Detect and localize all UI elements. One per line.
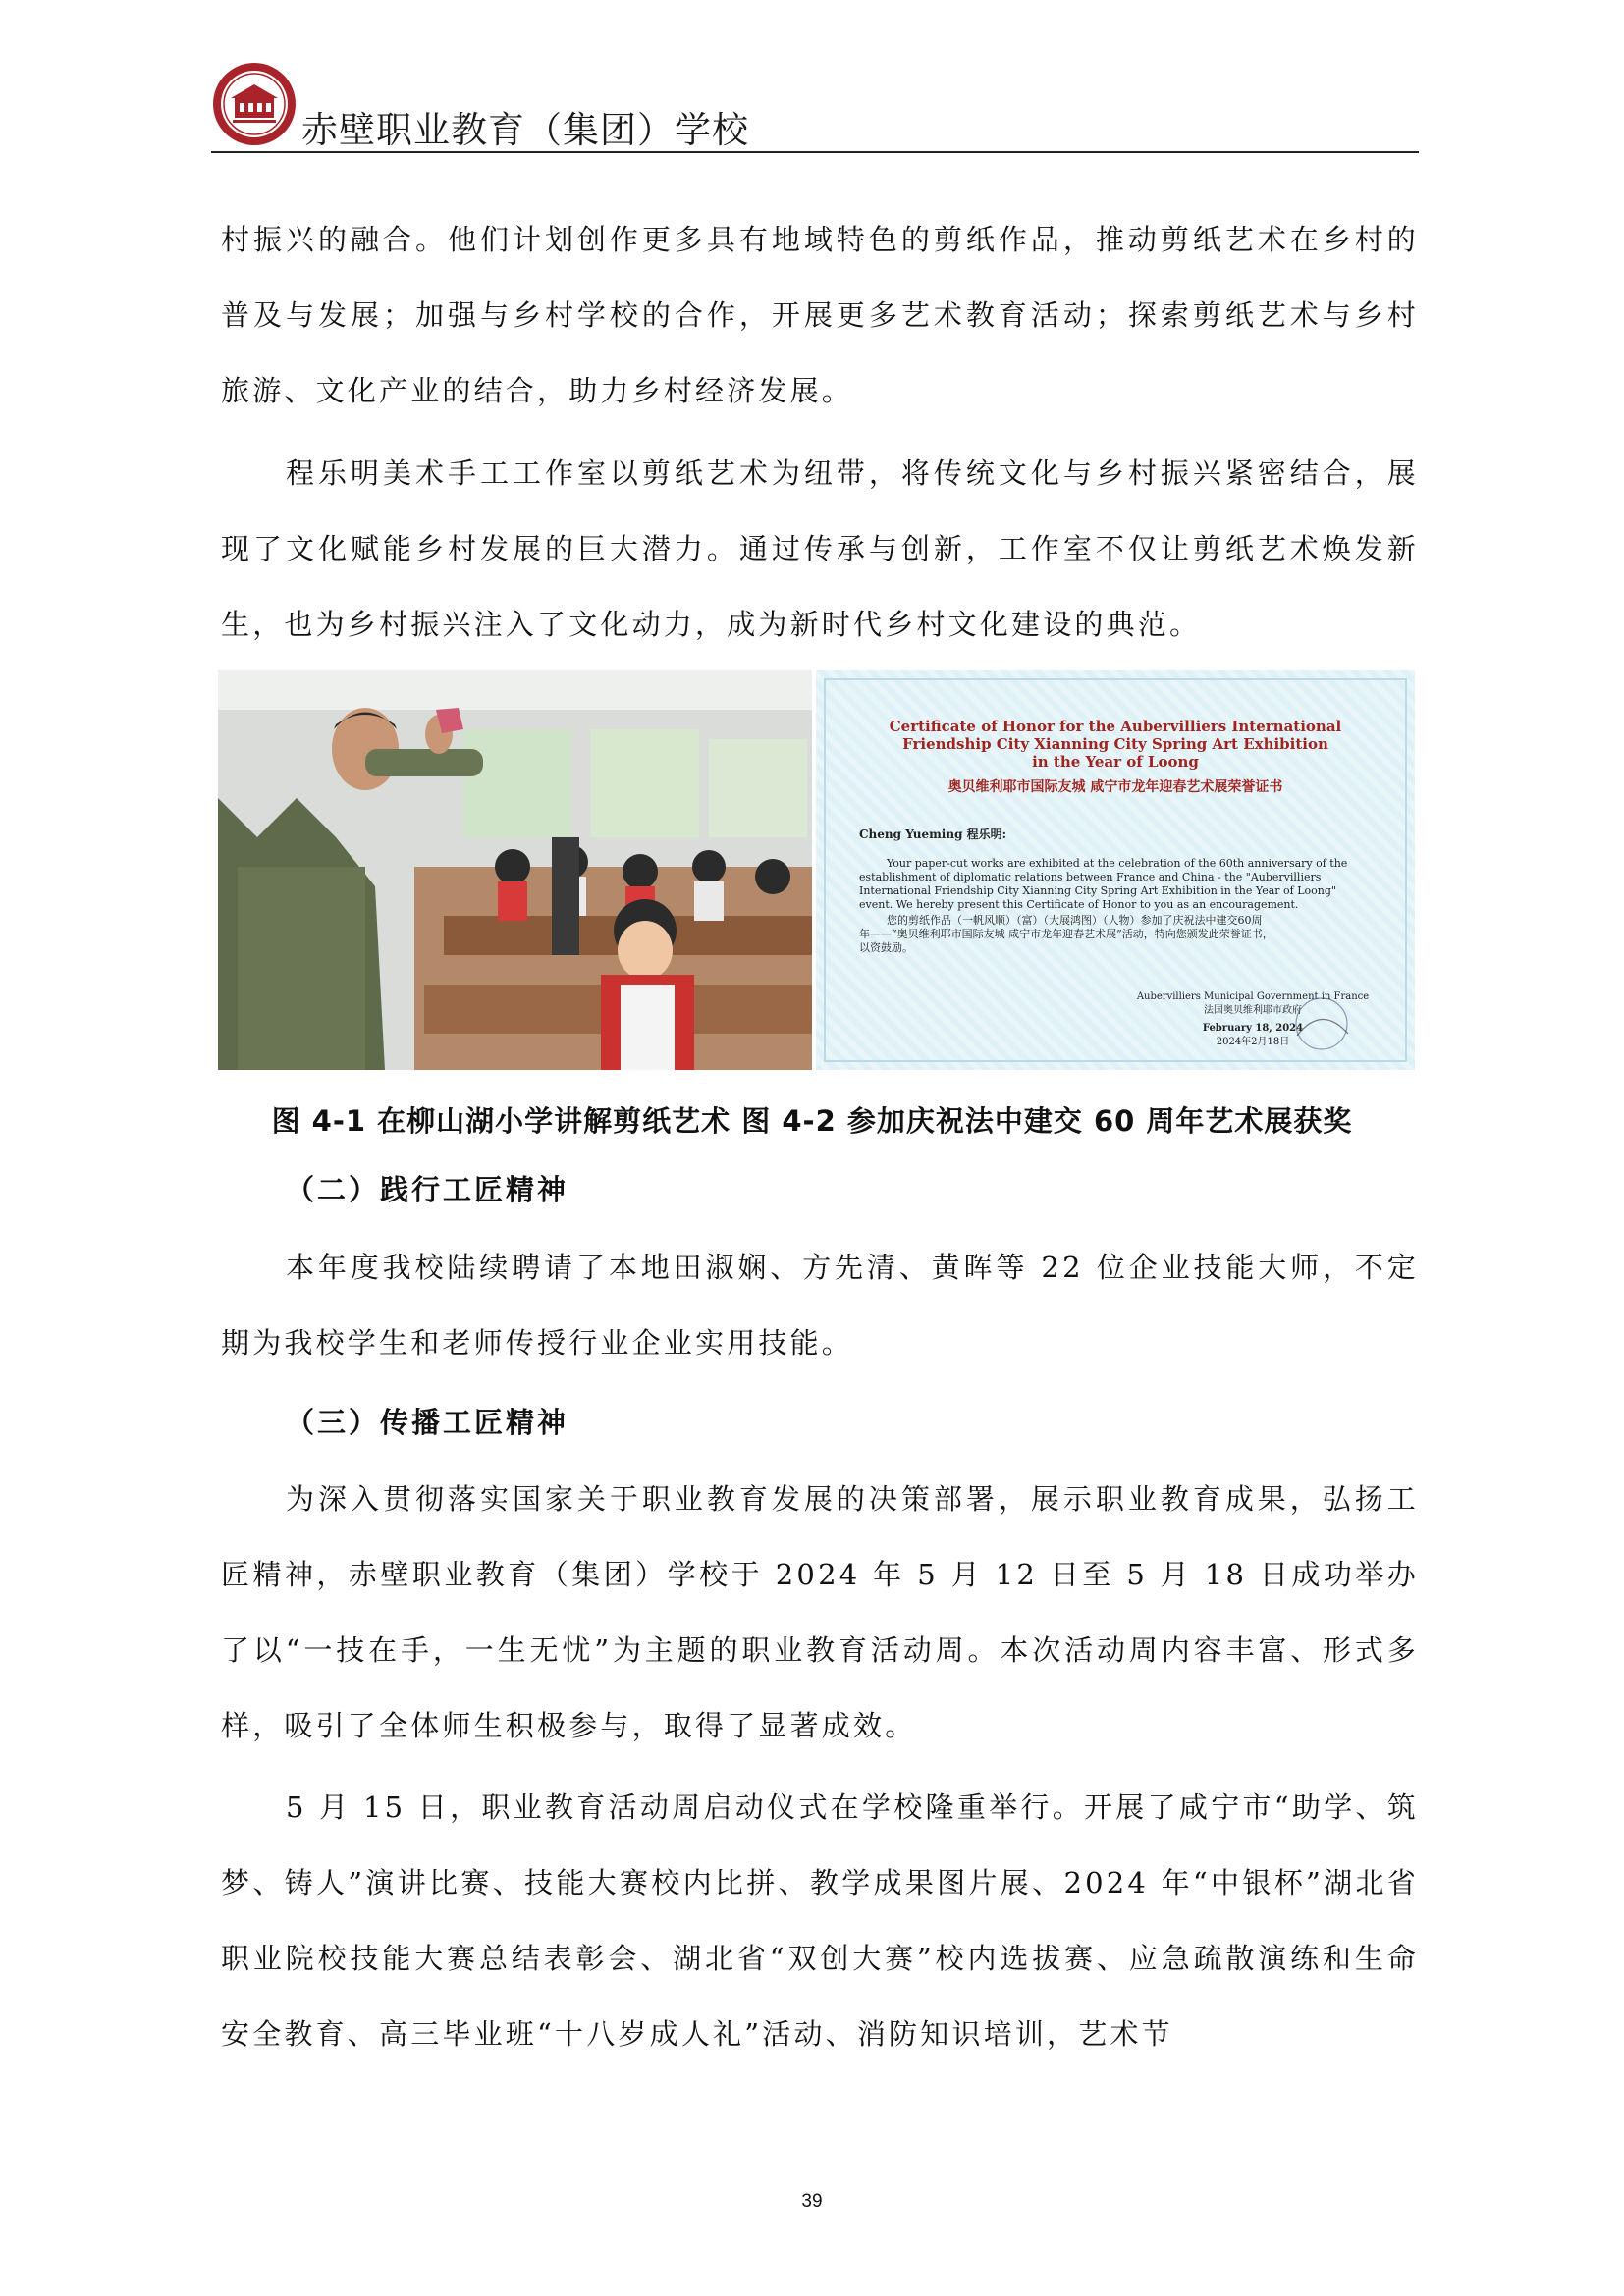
certificate-recipient: Cheng Yueming 程乐明: — [859, 828, 1007, 841]
certificate-title-en-2: Friendship City Xianning City Spring Art Exhibition — [902, 735, 1328, 753]
certificate-title-cn: 奥贝维利耶市国际友城 咸宁市龙年迎春艺术展荣誉证书 — [947, 779, 1283, 795]
certificate-title-en-3: in the Year of Loong — [1032, 753, 1199, 771]
certificate-body-en-4: event. We hereby present this Certificate of Honor to you as an encouragement. — [859, 898, 1299, 911]
certificate-image — [816, 670, 1415, 1070]
certificate-issuer-cn: 法国奥贝维利耶市政府 — [1204, 1005, 1302, 1016]
section-heading-3: （三）传播工匠精神 — [286, 1406, 569, 1439]
paragraph-3: 本年度我校陆续聘请了本地田淑娴、方先清、黄晖等 22 位企业技能大师，不定期为我校学生和老师传授行业企业实用技能。 — [221, 1251, 1419, 1360]
page-header — [211, 61, 1419, 155]
school-name: 赤壁职业教育（集团）学校 — [301, 109, 749, 151]
certificate-body-en-1: Your paper-cut works are exhibited at the celebration of the 60th anniversary of the — [887, 857, 1348, 870]
paragraph-2: 程乐明美术手工工作室以剪纸艺术为纽带，将传统文化与乡村振兴紧密结合，展现了文化赋能乡村发展的巨大潜力。通过传承与创新，工作室不仅让剪纸艺术焕发新生，也为乡村振兴注入了文化动力，成为新时代乡村文化建设的典范。 — [221, 456, 1419, 641]
certificate-body-cn-2: 年——“奥贝维利耶市国际友城 咸宁市龙年迎春艺术展”活动，特向您颁发此荣誉证书， — [859, 928, 1273, 940]
paragraph-1: 村振兴的融合。他们计划创作更多具有地域特色的剪纸作品，推动剪纸艺术在乡村的普及与发展；加强与乡村学校的合作，开展更多艺术教育活动；探索剪纸艺术与乡村旅游、文化产业的结合，助力乡村经济发展。 — [221, 223, 1419, 407]
figure-caption: 图 4-1 在柳山湖小学讲解剪纸艺术 图 4-2 参加庆祝法中建交 60 周年艺术展获奖 — [271, 1104, 1353, 1138]
certificate-date-en: February 18, 2024 — [1202, 1023, 1304, 1034]
classroom-photo — [218, 670, 812, 1070]
certificate-stamp — [1277, 994, 1366, 1053]
header-divider — [211, 151, 1419, 153]
school-logo — [211, 61, 298, 147]
certificate-issuer-en: Aubervilliers Municipal Government in France — [1136, 991, 1370, 1002]
certificate-body-en-2: establishment of diplomatic relations between France and China - the "Aubervilliers — [859, 871, 1322, 883]
paragraph-4: 为深入贯彻落实国家关于职业教育发展的决策部署，展示职业教育成果，弘扬工匠精神，赤壁职业教育（集团）学校于 2024 年 5 月 12 日至 5 月 18 日成功举办了以“一技在手，一生无忧”为主题的职业教育活动周。本次活动周内容丰富、形式多样，吸引了全体师生积极参与，取得了显著成效。 — [221, 1482, 1419, 1742]
certificate-title-en-1: Certificate of Honor for the Aubervilliers International — [889, 718, 1342, 735]
certificate-body-en-3: International Friendship City Xianning City Spring Art Exhibition in the Year of Loong" — [859, 884, 1336, 897]
paragraph-5: 5 月 15 日，职业教育活动周启动仪式在学校隆重举行。开展了咸宁市“助学、筑梦、铸人”演讲比赛、技能大赛校内比拼、教学成果图片展、2024 年“中银杯”湖北省职业院校技能大赛总结表彰会、湖北省“双创大赛”校内选拔赛、应急疏散演练和生命安全教育、高三毕业班“十八岁成人礼”活动、消防知识培训，艺术节 — [221, 1790, 1419, 2051]
certificate-body-cn-1: 您的剪纸作品（一帆风顺）（富）（大展鸿图）（人物）参加了庆祝法中建交60周 — [887, 914, 1263, 927]
section-heading-2: （二）践行工匠精神 — [286, 1173, 569, 1206]
certificate-body-cn-3: 以资鼓励。 — [859, 941, 913, 954]
certificate-date-cn: 2024年2月18日 — [1216, 1037, 1290, 1047]
page-number: 39 — [801, 2191, 823, 2212]
